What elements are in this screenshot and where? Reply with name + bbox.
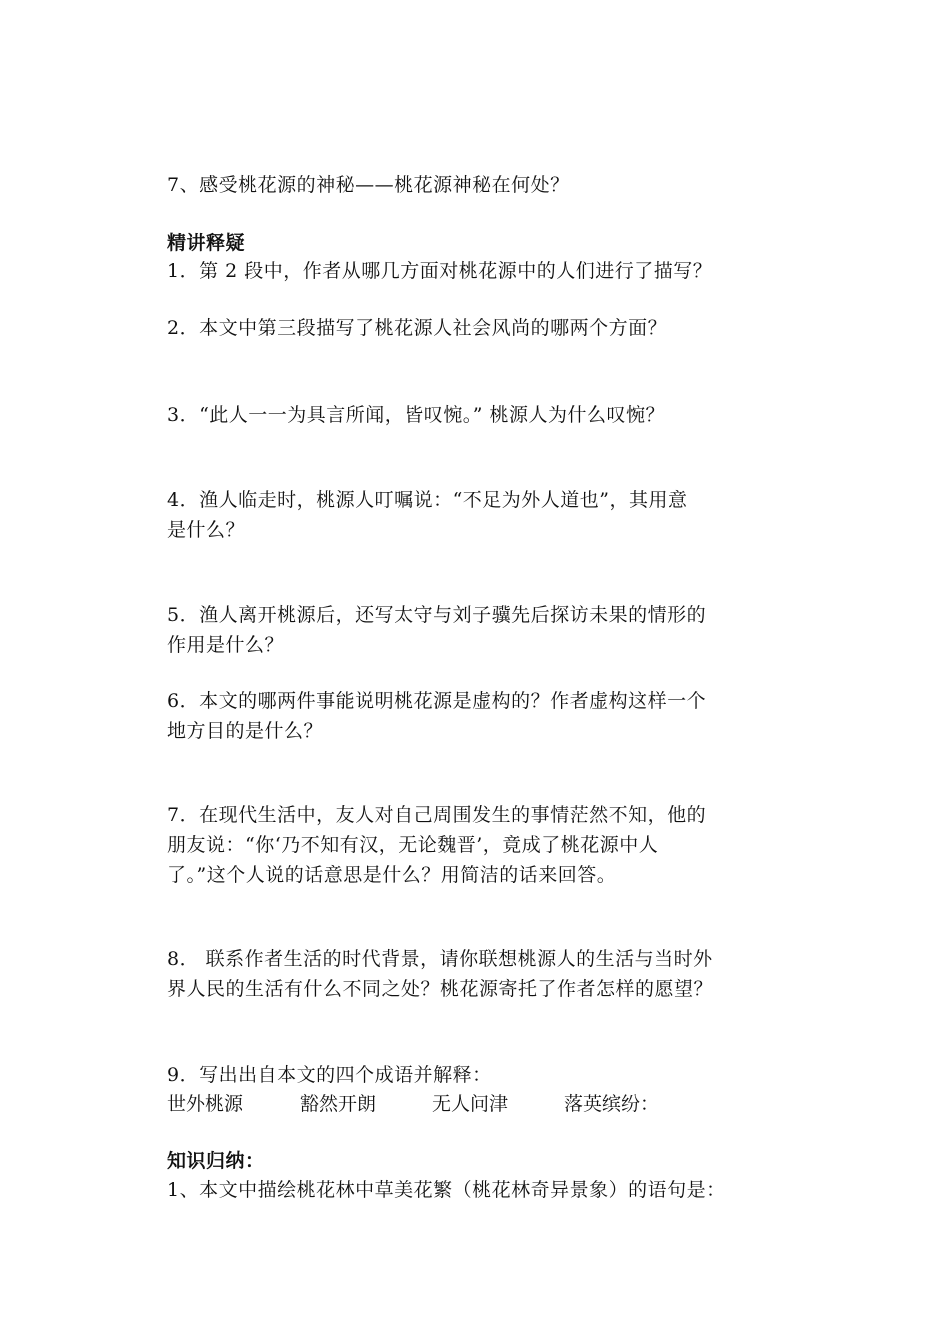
idiom-item: 世外桃源 [167, 1093, 244, 1115]
question-7-line-3: 了。”这个人说的话意思是什么？用简洁的话来回答。 [167, 864, 617, 886]
idiom-item: 无人问津 [432, 1093, 509, 1115]
question-3: 3．“此人一一为具言所闻，皆叹惋。” 桃源人为什么叹惋？ [167, 404, 666, 426]
summary-item-1: 1、本文中描绘桃花林中草美花繁（桃花林奇异景象）的语句是： [167, 1179, 726, 1201]
question-8-line-1: 8． 联系作者生活的时代背景，请你联想桃源人的生活与当时外 [167, 948, 713, 970]
question-4-line-1: 4．渔人临走时，桃源人叮嘱说：“不足为外人道也”，其用意 [167, 489, 688, 511]
question-2: 2．本文中第三段描写了桃花源人社会风尚的哪两个方面？ [167, 317, 668, 339]
question-4-line-2: 是什么？ [167, 519, 246, 541]
idiom-item: 落英缤纷： [564, 1093, 660, 1115]
question-9: 9．写出出自本文的四个成语并解释： [167, 1064, 492, 1086]
question-8-line-2: 界人民的生活有什么不同之处？桃花源寄托了作者怎样的愿望？ [167, 978, 714, 1000]
question-5-line-2: 作用是什么？ [167, 634, 285, 656]
section-heading-explanation: 精讲释疑 [167, 232, 246, 254]
idiom-list [167, 1089, 659, 1119]
intro-question: 7、感受桃花源的神秘——桃花源神秘在何处？ [167, 174, 570, 196]
question-6-line-2: 地方目的是什么？ [167, 720, 324, 742]
question-6-line-1: 6．本文的哪两件事能说明桃花源是虚构的？作者虚构这样一个 [167, 690, 707, 712]
idiom-item: 豁然开朗 [300, 1093, 377, 1115]
question-7-line-2: 朋友说：“你‘乃不知有汉，无论魏晋’，竟成了桃花源中人 [167, 834, 659, 856]
question-7-line-1: 7．在现代生活中，友人对自己周围发生的事情茫然不知，他的 [167, 804, 707, 826]
question-1: 1．第 2 段中，作者从哪几方面对桃花源中的人们进行了描写？ [167, 260, 713, 282]
question-5-line-1: 5．渔人离开桃源后，还写太守与刘子骥先后探访未果的情形的 [167, 604, 707, 626]
section-heading-summary: 知识归纳： [167, 1150, 265, 1172]
